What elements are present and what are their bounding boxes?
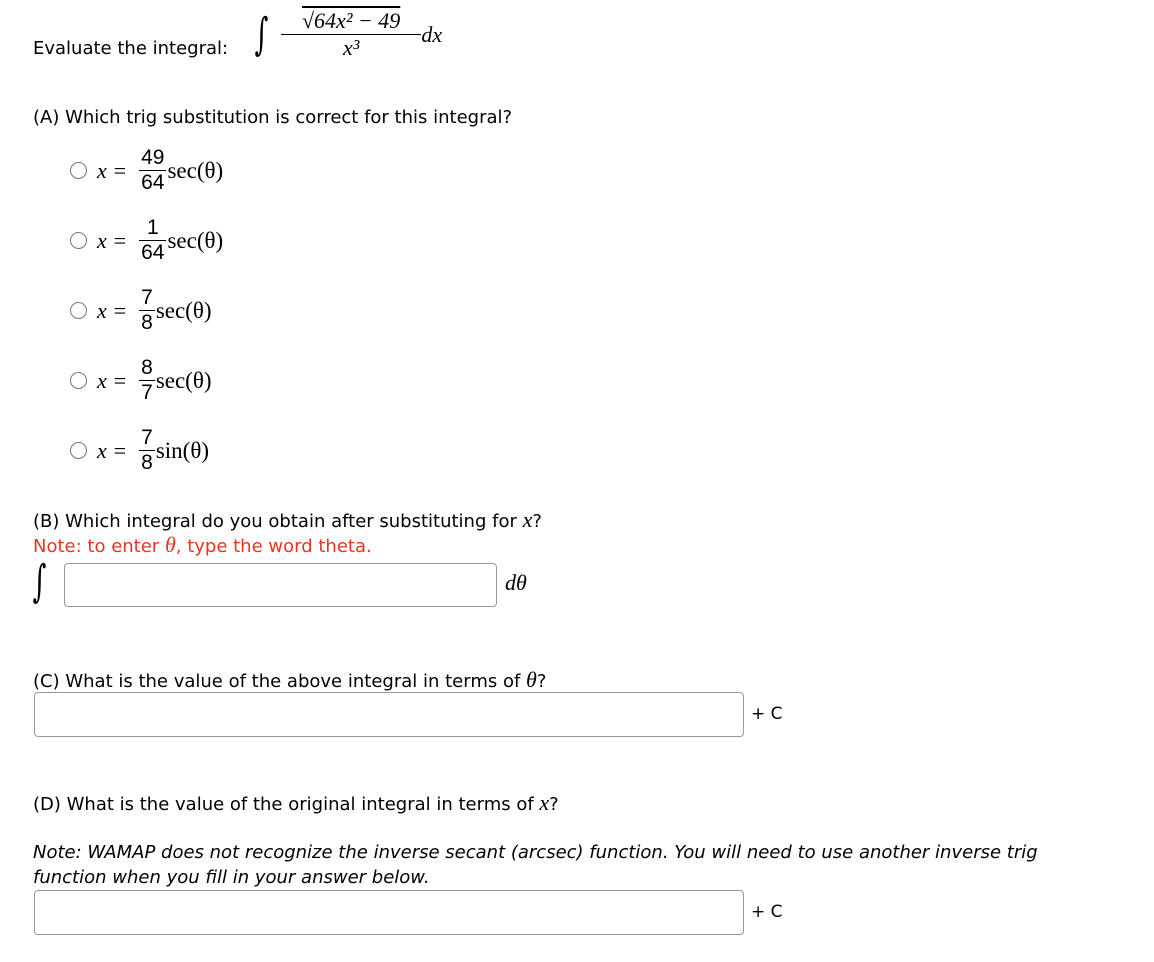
- option-lhs: x =: [97, 367, 128, 393]
- fraction-numerator: 7: [141, 426, 153, 449]
- intro-label: Evaluate the integral:: [33, 38, 229, 59]
- option-function: sec(θ): [155, 297, 212, 323]
- dtheta-label: dθ: [505, 570, 527, 595]
- part-d-input[interactable]: [34, 890, 744, 935]
- integral-sign-icon: ∫: [32, 556, 47, 607]
- radio-button[interactable]: [70, 372, 87, 389]
- option-lhs: x =: [97, 227, 128, 253]
- radio-button[interactable]: [70, 442, 87, 459]
- option-function: sin(θ): [155, 437, 209, 463]
- integral-sign-icon: ∫: [254, 9, 269, 60]
- option-5[interactable]: [70, 426, 209, 475]
- fraction-denominator: 8: [141, 451, 153, 474]
- option-3[interactable]: [70, 286, 212, 335]
- part-b-note: Note: to enter θ, type the word theta.: [33, 532, 372, 557]
- fraction-numerator: 1: [146, 216, 159, 239]
- integral-expression: [250, 8, 442, 61]
- option-lhs: x =: [97, 297, 128, 323]
- fraction-denominator: 64: [141, 171, 165, 194]
- part-d-note: Note: WAMAP does not recognize the inverse secant (arcsec) function. You will need to use another inverse trig function when you fill in your answer below.: [33, 842, 1038, 888]
- plus-c-label: + C: [751, 902, 783, 922]
- fraction-numerator: 49: [141, 146, 165, 169]
- part-c-input[interactable]: [34, 692, 744, 737]
- option-function: sec(θ): [167, 157, 224, 183]
- option-function: sec(θ): [167, 227, 224, 253]
- dx: dx: [421, 21, 443, 47]
- fraction-numerator: 7: [141, 286, 153, 309]
- integrand-numerator: √64x² − 49: [301, 8, 401, 33]
- radio-button[interactable]: [70, 162, 87, 179]
- part-b-input[interactable]: [64, 563, 497, 607]
- part-a-question: (A) Which trig substitution is correct for this integral?: [33, 107, 513, 128]
- option-2[interactable]: [70, 216, 223, 265]
- radio-button[interactable]: [70, 302, 87, 319]
- radio-button[interactable]: [70, 232, 87, 249]
- fraction-numerator: 8: [141, 356, 153, 379]
- fraction-denominator: 64: [141, 241, 165, 264]
- fraction-denominator: 8: [141, 311, 153, 334]
- part-d-question: (D) What is the value of the original integral in terms of x?: [33, 790, 559, 815]
- plus-c-label: + C: [751, 704, 783, 724]
- option-lhs: x =: [97, 157, 128, 183]
- fraction-denominator: 7: [141, 381, 153, 404]
- option-4[interactable]: [70, 356, 212, 405]
- part-c-question: (C) What is the value of the above integral in terms of θ?: [33, 667, 547, 692]
- option-1[interactable]: [70, 146, 223, 195]
- option-function: sec(θ): [155, 367, 212, 393]
- part-b-question: (B) Which integral do you obtain after substituting for x?: [33, 507, 542, 532]
- integrand-denominator: x³: [281, 34, 421, 61]
- option-lhs: x =: [97, 437, 128, 463]
